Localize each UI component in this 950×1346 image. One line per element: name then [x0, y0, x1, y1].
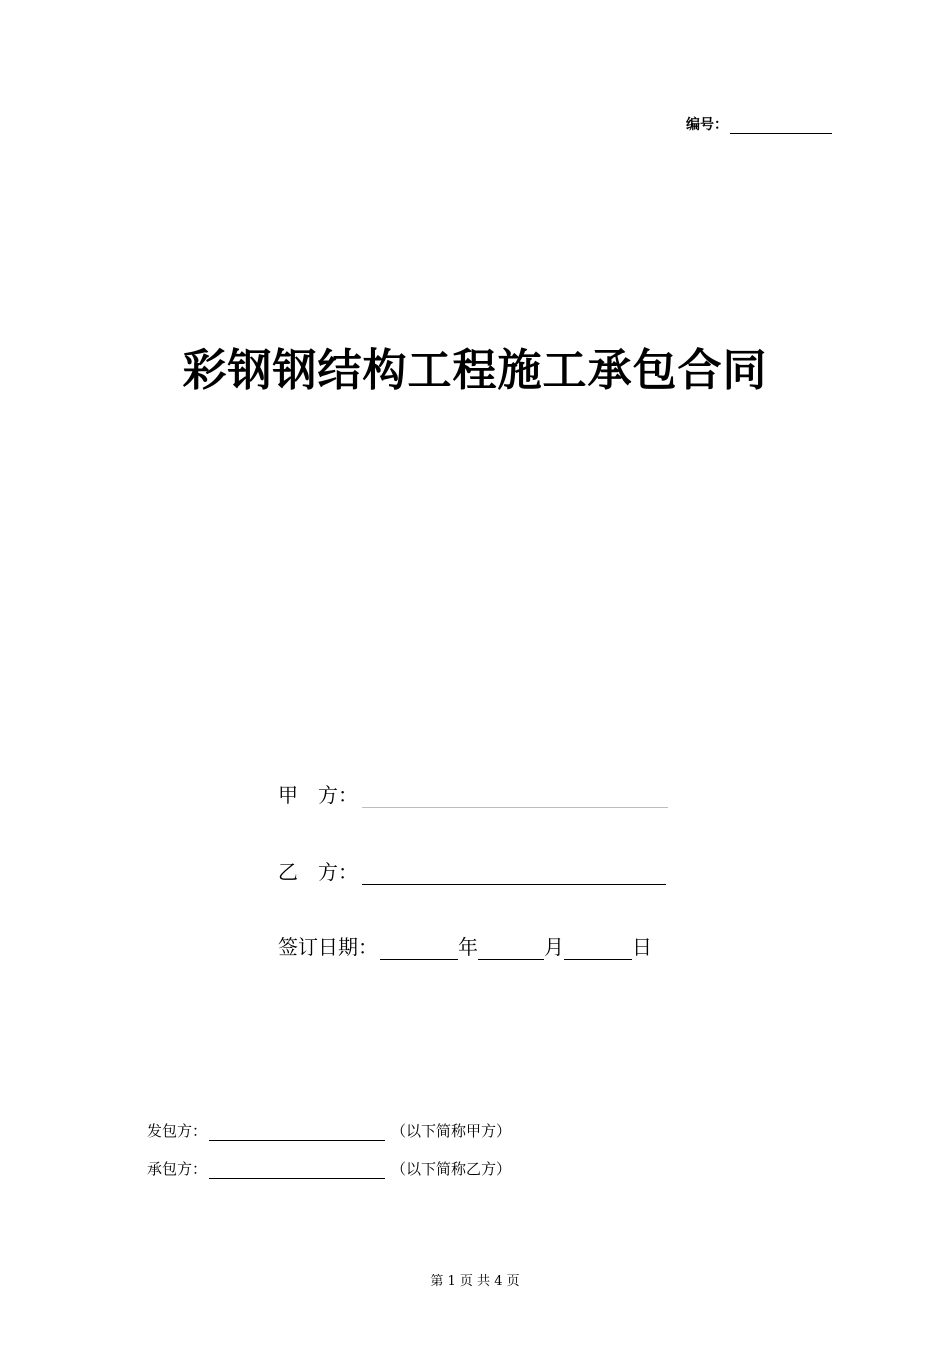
signing-date-row [278, 931, 652, 960]
day-label: 日 [632, 935, 652, 959]
party-a-blank [362, 785, 668, 808]
serial-number [686, 114, 832, 134]
serial-blank [730, 117, 832, 134]
month-label: 月 [544, 935, 564, 959]
contractor-suffix: （以下简称乙方） [391, 1160, 512, 1178]
party-b-blank [362, 862, 666, 885]
party-b-label: 乙 方： [278, 860, 358, 884]
day-blank [564, 937, 632, 960]
party-b-row [278, 856, 666, 885]
signing-date-label: 签订日期： [278, 935, 378, 959]
contractor-label: 承包方： [147, 1160, 208, 1178]
page-footer: 第 1 页 共 4 页 [430, 1274, 520, 1289]
employer-label: 发包方： [147, 1122, 208, 1140]
serial-label: 编号： [686, 117, 728, 133]
employer-line [147, 1120, 511, 1141]
month-blank [478, 937, 544, 960]
year-blank [380, 937, 458, 960]
employer-blank [209, 1123, 385, 1141]
contractor-line [147, 1158, 511, 1179]
document-title: 彩钢钢结构工程施工承包合同 [182, 345, 768, 396]
employer-suffix: （以下简称甲方） [391, 1122, 512, 1140]
party-a-row [278, 779, 668, 808]
party-a-label: 甲 方： [278, 783, 358, 807]
contractor-blank [209, 1161, 385, 1179]
year-label: 年 [458, 935, 478, 959]
